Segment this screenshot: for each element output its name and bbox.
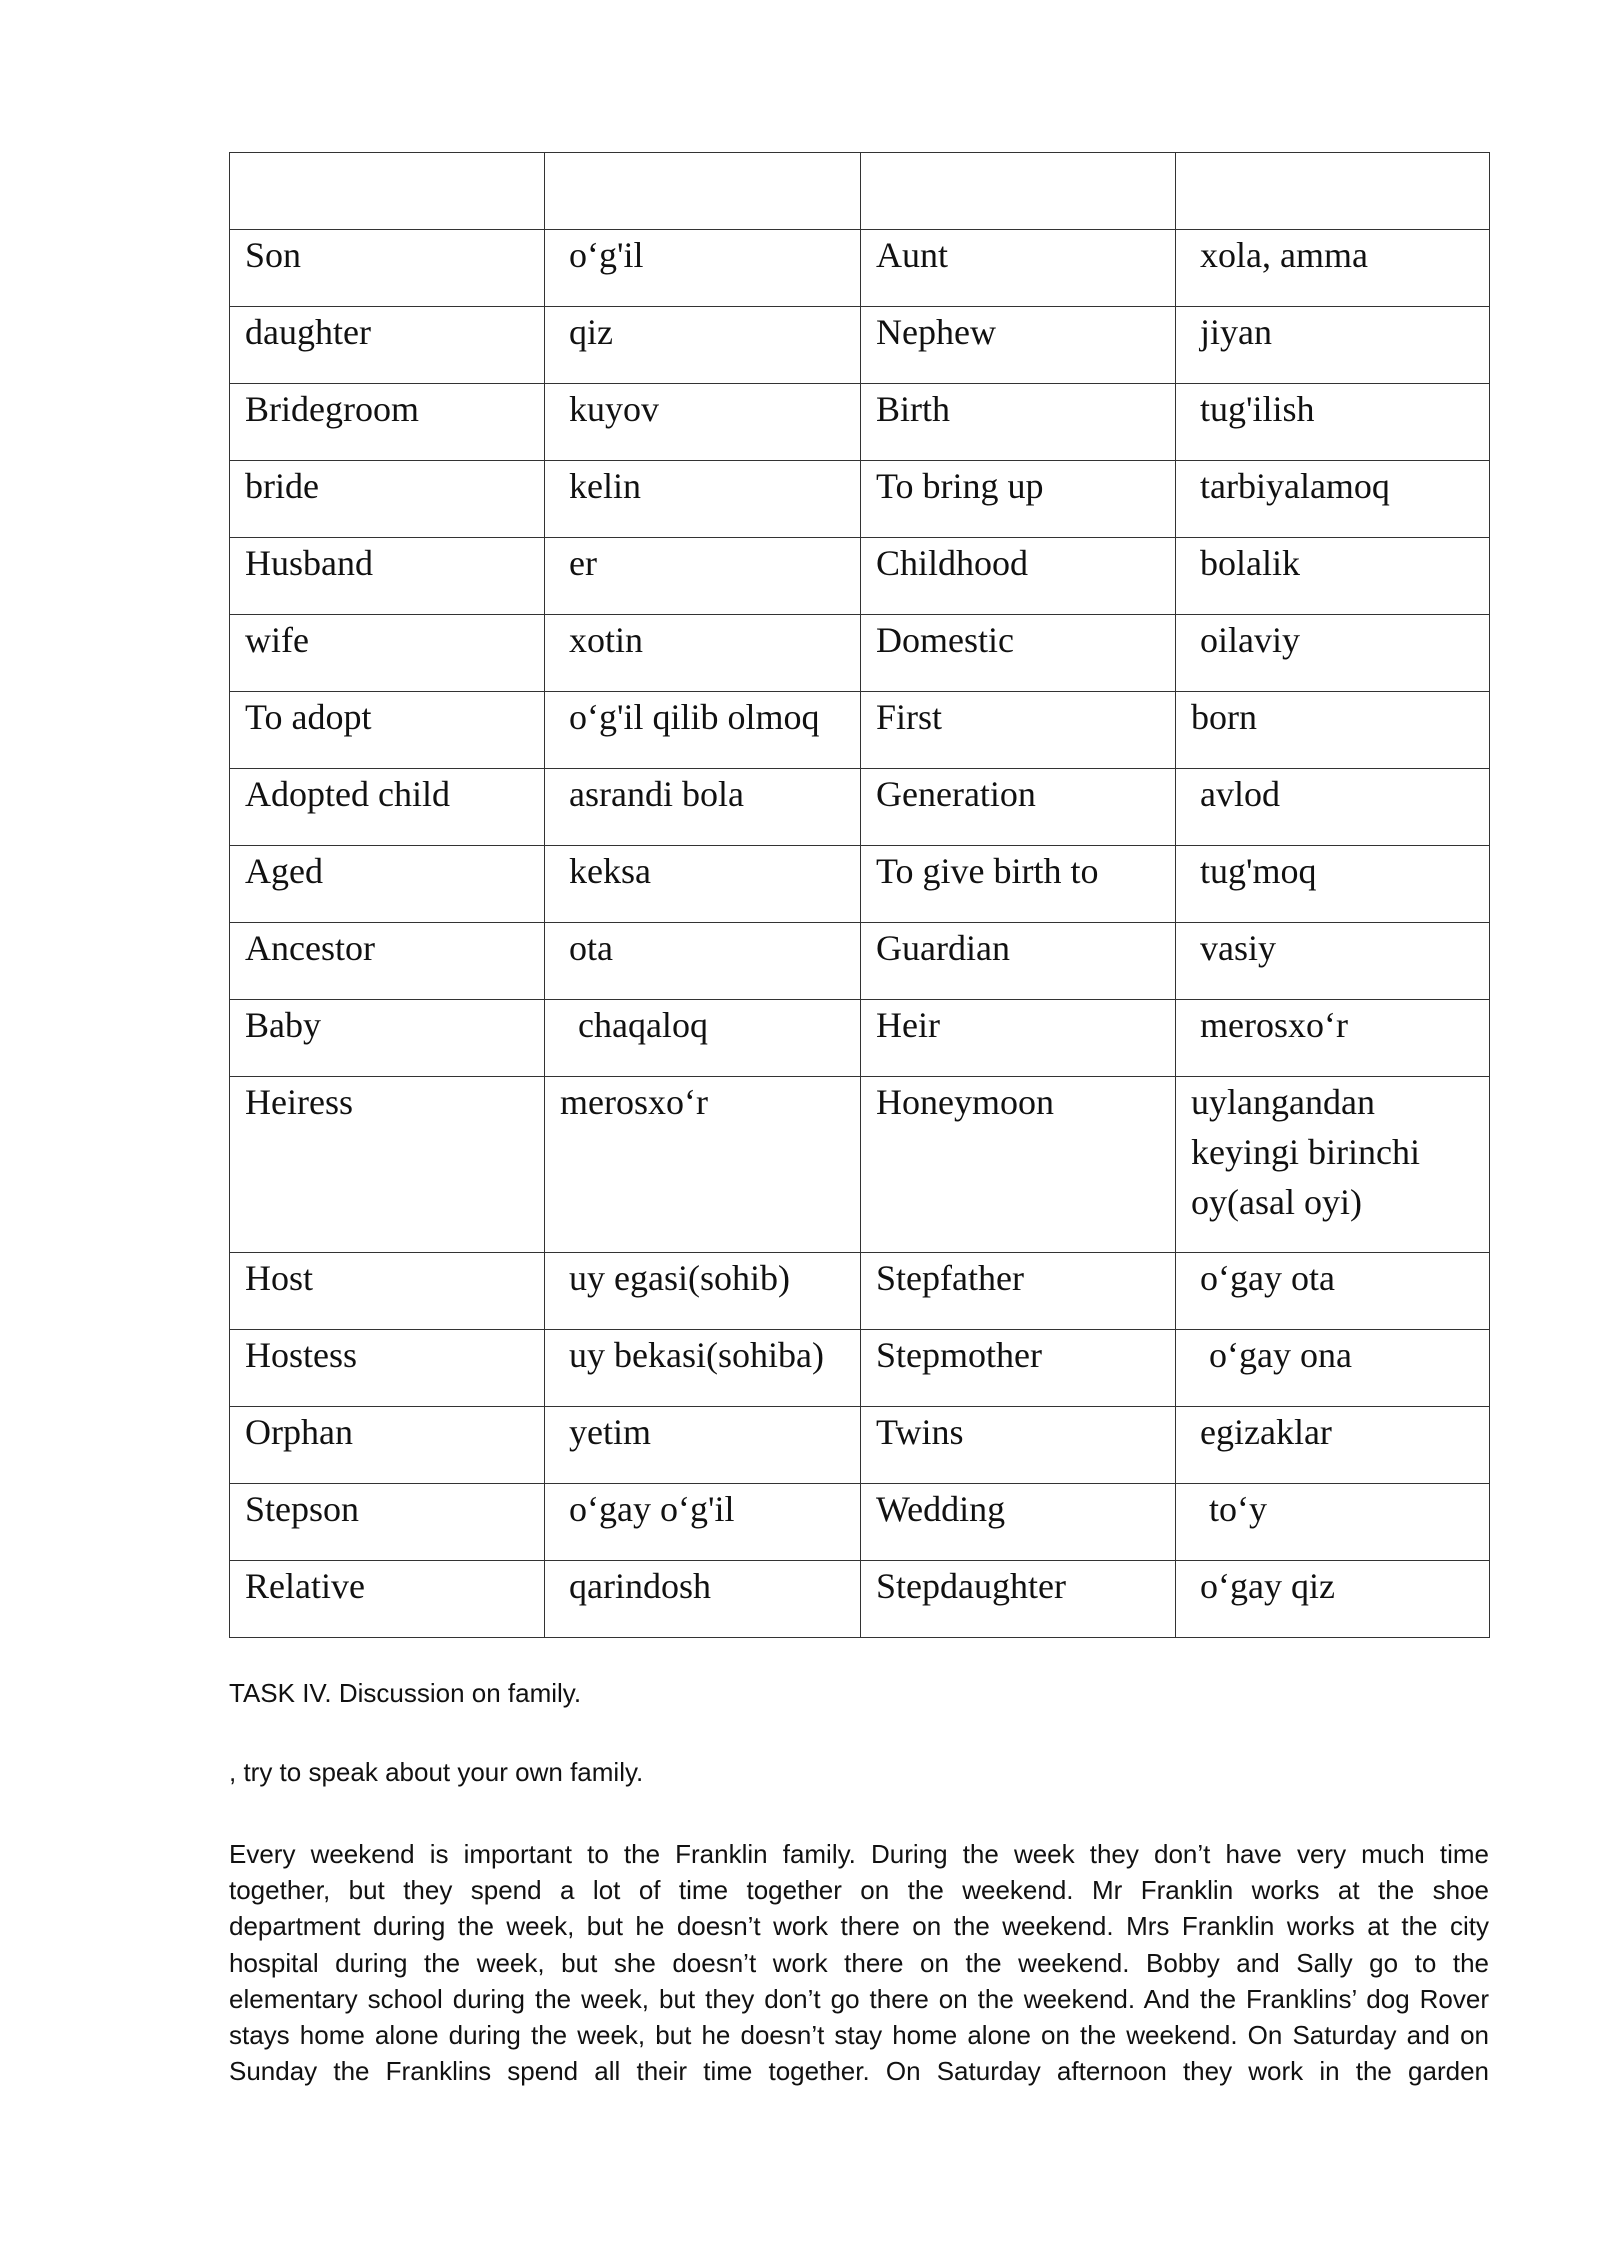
uzbek-translation: to‘y bbox=[1176, 1484, 1490, 1561]
uzbek-translation: o‘gay ota bbox=[1176, 1253, 1490, 1330]
table-row bbox=[230, 1407, 1490, 1484]
uzbek-translation: bolalik bbox=[1176, 538, 1490, 615]
uzbek-translation: qarindosh bbox=[545, 1561, 861, 1638]
uzbek-translation: xotin bbox=[545, 615, 861, 692]
uzbek-translation: uy egasi(sohib) bbox=[545, 1253, 861, 1330]
task-prompt: , try to speak about your own family. bbox=[229, 1757, 644, 1787]
table-row bbox=[230, 692, 1490, 769]
table-row bbox=[230, 307, 1490, 384]
paragraph-line: hospital during the week, but she doesn’t work there on the weekend. Bobby and Sally go to the bbox=[229, 1947, 1489, 1978]
uzbek-translation: tug'ilish bbox=[1176, 384, 1490, 461]
table-cell bbox=[1176, 153, 1490, 230]
uzbek-translation: yetim bbox=[545, 1407, 861, 1484]
uzbek-translation: vasiy bbox=[1176, 923, 1490, 1000]
english-term: Heir bbox=[861, 1000, 1176, 1077]
paragraph-line: stays home alone during the week, but he doesn’t stay home alone on the weekend. On Saturday and on bbox=[229, 2020, 1489, 2051]
english-term: Ancestor bbox=[230, 923, 545, 1000]
english-term: Host bbox=[230, 1253, 545, 1330]
english-term: Adopted child bbox=[230, 769, 545, 846]
uzbek-translation: uylangandan keyingi birinchi oy(asal oyi) bbox=[1176, 1077, 1490, 1253]
uzbek-translation: egizaklar bbox=[1176, 1407, 1490, 1484]
english-term: Stepdaughter bbox=[861, 1561, 1176, 1638]
uzbek-translation: o‘gay o‘g'il bbox=[545, 1484, 861, 1561]
english-term: Guardian bbox=[861, 923, 1176, 1000]
uzbek-translation: qiz bbox=[545, 307, 861, 384]
english-term: First bbox=[861, 692, 1176, 769]
uzbek-translation: er bbox=[545, 538, 861, 615]
english-term: Stepfather bbox=[861, 1253, 1176, 1330]
english-term: bride bbox=[230, 461, 545, 538]
english-term: Bridegroom bbox=[230, 384, 545, 461]
english-term: Childhood bbox=[861, 538, 1176, 615]
task-heading: TASK IV. Discussion on family. bbox=[229, 1678, 582, 1708]
uzbek-translation: o‘g'il qilib olmoq bbox=[545, 692, 861, 769]
english-term: Stepson bbox=[230, 1484, 545, 1561]
table-row bbox=[230, 1484, 1490, 1561]
english-term: daughter bbox=[230, 307, 545, 384]
table-row bbox=[230, 538, 1490, 615]
english-term: Relative bbox=[230, 1561, 545, 1638]
table-row bbox=[230, 1000, 1490, 1077]
uzbek-translation: merosxo‘r bbox=[1176, 1000, 1490, 1077]
english-term: Birth bbox=[861, 384, 1176, 461]
table-row bbox=[230, 153, 1490, 230]
english-term: To give birth to bbox=[861, 846, 1176, 923]
uzbek-translation: merosxo‘r bbox=[545, 1077, 861, 1253]
table-cell bbox=[545, 153, 861, 230]
table-row bbox=[230, 1077, 1490, 1253]
uzbek-translation: ota bbox=[545, 923, 861, 1000]
paragraph-line: elementary school during the week, but they don’t go there on the weekend. And the Franklins’ dog Rover bbox=[229, 1983, 1489, 2014]
english-term: Honeymoon bbox=[861, 1077, 1176, 1253]
english-term: To adopt bbox=[230, 692, 545, 769]
english-term: Orphan bbox=[230, 1407, 545, 1484]
paragraph-line: Every weekend is important to the Franklin family. During the week they don’t have very much time bbox=[229, 1839, 1489, 1869]
table-row bbox=[230, 923, 1490, 1000]
table-row bbox=[230, 230, 1490, 307]
uzbek-translation: o‘gay ona bbox=[1176, 1330, 1490, 1407]
uzbek-translation: born bbox=[1176, 692, 1490, 769]
english-term: Generation bbox=[861, 769, 1176, 846]
english-term: Aged bbox=[230, 846, 545, 923]
table-row bbox=[230, 846, 1490, 923]
uzbek-translation: kuyov bbox=[545, 384, 861, 461]
uzbek-translation: kelin bbox=[545, 461, 861, 538]
english-term: Twins bbox=[861, 1407, 1176, 1484]
table-row bbox=[230, 1561, 1490, 1638]
english-term: Nephew bbox=[861, 307, 1176, 384]
english-term: Husband bbox=[230, 538, 545, 615]
uzbek-translation: tug'moq bbox=[1176, 846, 1490, 923]
reading-paragraph bbox=[229, 1836, 1489, 2089]
uzbek-translation: o‘gay qiz bbox=[1176, 1561, 1490, 1638]
paragraph-line: Sunday the Franklins spend all their time together. On Saturday afternoon they work in the garden bbox=[229, 2056, 1489, 2087]
uzbek-translation: uy bekasi(sohiba) bbox=[545, 1330, 861, 1407]
english-term: Wedding bbox=[861, 1484, 1176, 1561]
uzbek-translation: asrandi bola bbox=[545, 769, 861, 846]
uzbek-translation: xola, amma bbox=[1176, 230, 1490, 307]
table-cell bbox=[230, 153, 545, 230]
english-term: Aunt bbox=[861, 230, 1176, 307]
uzbek-translation: o‘g'il bbox=[545, 230, 861, 307]
uzbek-translation: chaqaloq bbox=[545, 1000, 861, 1077]
english-term: wife bbox=[230, 615, 545, 692]
uzbek-translation: tarbiyalamoq bbox=[1176, 461, 1490, 538]
vocabulary-table bbox=[229, 152, 1490, 1638]
paragraph-line: department during the week, but he doesn’t work there on the weekend. Mrs Franklin works at the city bbox=[229, 1911, 1489, 1942]
english-term: Baby bbox=[230, 1000, 545, 1077]
table-row bbox=[230, 769, 1490, 846]
uzbek-translation: jiyan bbox=[1176, 307, 1490, 384]
uzbek-translation: oilaviy bbox=[1176, 615, 1490, 692]
table-row bbox=[230, 1330, 1490, 1407]
table-row bbox=[230, 384, 1490, 461]
english-term: Heiress bbox=[230, 1077, 545, 1253]
uzbek-translation: avlod bbox=[1176, 769, 1490, 846]
english-term: Hostess bbox=[230, 1330, 545, 1407]
table-row bbox=[230, 615, 1490, 692]
table-row bbox=[230, 461, 1490, 538]
english-term: To bring up bbox=[861, 461, 1176, 538]
english-term: Stepmother bbox=[861, 1330, 1176, 1407]
english-term: Domestic bbox=[861, 615, 1176, 692]
paragraph-line: together, but they spend a lot of time together on the weekend. Mr Franklin works at the shoe bbox=[229, 1875, 1489, 1906]
table-row bbox=[230, 1253, 1490, 1330]
uzbek-translation: keksa bbox=[545, 846, 861, 923]
table-cell bbox=[861, 153, 1176, 230]
english-term: Son bbox=[230, 230, 545, 307]
